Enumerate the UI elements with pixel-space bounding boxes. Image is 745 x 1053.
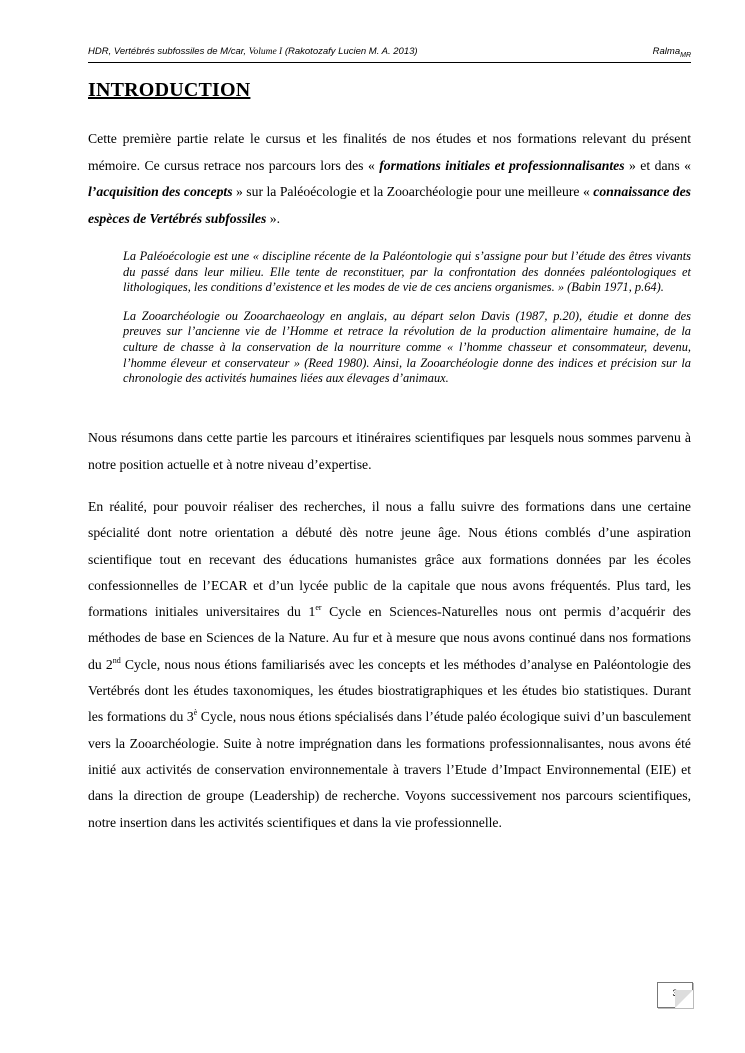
intro-text-2: » et dans « bbox=[624, 157, 692, 173]
career-text-d: Cycle, nous nous étions spécialisés dans l’étude paléo écologique suivi d’un basculement vers la Zooarchéologie. Suite à notre imprégnation dans les formations professionnalisantes, nous avons été initié aux activités de conservation environnementale à travers l’Etude d’Impact Environnemental (EIE) et dans la direction de groupe (Leadership) de recherche. Voyons successivement nos parcours scientifiques, notre insertion dans les activités scientifiques et dans la vie professionnelle. bbox=[88, 709, 691, 830]
header-title: HDR, Vertébrés subfossiles de M/car, bbox=[88, 46, 247, 57]
page-title: INTRODUCTION bbox=[88, 79, 251, 101]
quote-paleoecologie: La Paléoécologie est une « discipline récente de la Paléontologie qui s’assigne pour but l’étude des êtres vivants du passé dans leur milieu. Elle tente de reconstituer, par la confrontation des données paléontologiques et lithologiques, les conditions d’existence et les modes de vie de ces anciens organismes. » (Babin 1971, p.64). bbox=[123, 249, 691, 295]
summary-paragraph: Nous résumons dans cette partie les parcours et itinéraires scientifiques par lesquels nous sommes parvenu à notre position actuelle et à notre niveau d’expertise. bbox=[88, 430, 691, 472]
superscript-er: er bbox=[315, 603, 322, 613]
header-right-sub: MR bbox=[680, 51, 691, 59]
quote-zooarcheologie: La Zooarchéologie ou Zooarchaeology en anglais, au départ selon Davis (1987, p.20), étudie et donne des preuves sur l’ancienne vie de l’Homme et retrace la révolution de la production alimentaire humaine, de la culture de chasse à la conservation de la nourriture comme « l’homme chasseur et consommateur, devenu, l’homme éleveur et conservateur » (Reed 1980). Ainsi, la Zooarchéologie donne des indices et précision sur la chronologie des activités humaines liées aux élevages d’animaux. bbox=[123, 308, 691, 386]
header-author: (Rakotozafy Lucien M. A. 2013) bbox=[284, 46, 418, 57]
header-right-main: Ralma bbox=[652, 46, 681, 57]
intro-emphasis-3: connaissance des espèces de Vertébrés subfossiles bbox=[88, 184, 691, 226]
page-number-box bbox=[657, 982, 693, 1008]
intro-text-3: » sur la Paléoécologie et la Zooarchéologie pour une meilleure « bbox=[232, 184, 594, 200]
career-text-b: Cycle en Sciences-Naturelles nous ont permis d’acquérir des méthodes de base en Sciences de la Nature. Au fur et à mesure que nous avons continué dans nos formations du 2 bbox=[88, 604, 691, 672]
page-number: 3 bbox=[672, 988, 678, 998]
superscript-e: è bbox=[193, 708, 198, 718]
header-rule bbox=[88, 62, 691, 63]
header-right bbox=[653, 46, 691, 59]
intro-text-1: Cette première partie relate le cursus et les finalités de nos études et nos formations relevant du présent mémoire. Ce cursus retrace nos parcours lors des « bbox=[88, 131, 691, 173]
quotations-block bbox=[123, 249, 691, 387]
career-paragraph bbox=[88, 494, 691, 836]
career-text-c: Cycle, nous nous étions familiarisés avec les concepts et les méthodes d’analyse en Paléontologie des Vertébrés dont les études taxonomiques, les études biostratigraphiques et les études bio statistiques. Durant les formations du 3 bbox=[88, 656, 692, 725]
intro-text-4: ». bbox=[266, 210, 280, 226]
career-text-a: En réalité, pour pouvoir réaliser des recherches, il nous a fallu suivre des formations dans une certaine spécialité dont notre orientation a débuté dès notre jeune âge. Nous étions comblés d’une aspiration scientifique tout en recevant des éducations humanistes grâce aux formations données par les écoles confessionnelles de l’ECAR et d’un lycée public de la capitale que nous avons fréquentés. Plus tard, les formations initiales universitaires du 1 bbox=[88, 499, 691, 620]
intro-emphasis-1: formations initiales et professionnalisantes bbox=[379, 157, 625, 173]
intro-emphasis-2: l’acquisition des concepts bbox=[88, 184, 233, 200]
header-left bbox=[88, 46, 418, 57]
header-volume: Volume I bbox=[248, 47, 283, 57]
intro-paragraph bbox=[88, 126, 691, 232]
superscript-nd: nd bbox=[112, 655, 121, 665]
page-corner-fold bbox=[675, 990, 693, 1008]
